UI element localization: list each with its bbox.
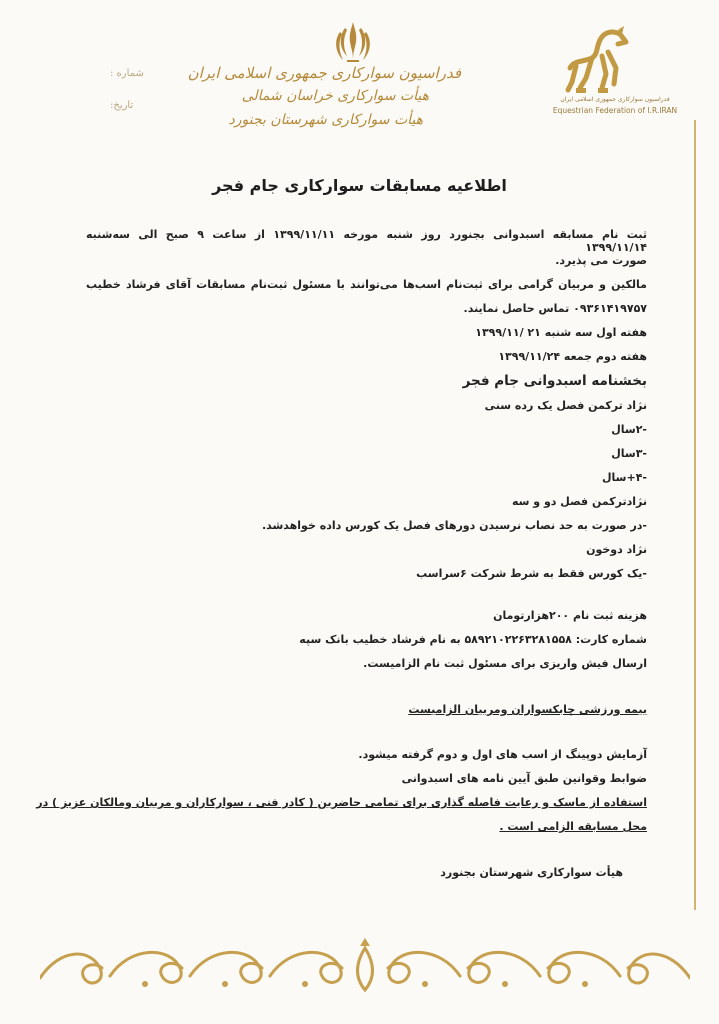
body-line: ارسال فیش واریزی برای مسئول ثبت نام الزامیست. <box>363 657 647 670</box>
fee-line: هزینه ثبت نام ۲۰۰هزارتومان <box>493 609 647 622</box>
body-line: ثبت نام مسابقه اسبدوانی بجنورد روز شنبه مورخه ۱۳۹۹/۱۱/۱۱ از ساعت ۹ صبح الی سه‌شنبه ۱۳۹۹/۱۱/۱۴ <box>86 228 647 254</box>
body-line: محل مسابقه الزامی است . <box>499 820 647 833</box>
date-label: تاریخ: <box>110 100 134 111</box>
body-line: نژادترکمن فصل دو و سه <box>511 495 647 508</box>
logo-caption-fa: فدراسیون سوارکاری جمهوری اسلامی ایران <box>560 96 670 103</box>
list-item: -۲سال <box>611 423 647 436</box>
list-item: -۳سال <box>611 447 647 460</box>
body-line: نژاد دوخون <box>586 543 647 556</box>
body-line: هفته دوم جمعه ۱۳۹۹/۱۱/۲۴ <box>498 350 647 363</box>
body-line: آزمایش دوپینگ از اسب های اول و دوم گرفته میشود. <box>358 748 647 761</box>
insurance-notice: بیمه ورزشی چابکسواران ومربیان الزامیست <box>408 703 647 716</box>
province-board-name: هیأت سوارکاری خراسان شمالی <box>241 88 429 104</box>
body-line: -در صورت به حد نصاب نرسیدن دورهای فصل یک کورس داده خواهدشد. <box>261 519 647 532</box>
city-board-name: هیأت سوارکاری شهرستان بجنورد <box>228 112 423 128</box>
body-line: صورت می پذیرد. <box>555 254 647 267</box>
list-item: -۴+سال <box>601 471 647 484</box>
section-heading: بخشنامه اسبدوانی جام فجر <box>462 373 647 389</box>
body-line: استفاده از ماسک و رعایت فاصله گذاری برای تمامی حاضرین ( کادر فنی ، سوارکاران و مربیان ومالکان عزیز ) در <box>36 796 647 809</box>
body-line: نژاد ترکمن فصل یک رده سنی <box>484 399 647 412</box>
number-label: شماره : <box>110 68 144 79</box>
body-line: -یک کورس فقط به شرط شرکت ۶سراسب <box>416 567 647 580</box>
body-line: ۰۹۳۶۱۴۱۹۷۵۷ تماس حاصل نمایند. <box>463 302 647 315</box>
card-number-line: شماره کارت: ۵۸۹۲۱۰۲۲۶۳۲۸۱۵۵۸ به نام فرشاد خطیب بانک سپه <box>299 633 647 646</box>
horse-logo-icon <box>562 24 632 96</box>
body-line: ضوابط وقوانین طبق آیین نامه های اسبدوانی <box>401 772 647 785</box>
body-line: مالکین و مربیان گرامی برای ثبت‌نام اسب‌ها می‌توانند با مسئول ثبت‌نام مسابقات آقای فرشاد خطیب <box>86 278 647 291</box>
signature: هیأت سوارکاری شهرستان بجنورد <box>440 866 623 879</box>
body-line: هفته اول سه شنبه ۲۱ /۱۳۹۹/۱۱ <box>475 326 647 339</box>
decorative-border-ornament <box>40 938 690 996</box>
iran-emblem-icon <box>333 20 373 64</box>
document-title: اطلاعیه مسابقات سوارکاری جام فجر <box>212 176 507 195</box>
federation-name: فدراسیون سوارکاری جمهوری اسلامی ایران <box>187 64 461 82</box>
right-border-line <box>694 120 696 910</box>
logo-caption-en: Equestrian Federation of I.R.IRAN <box>552 106 678 115</box>
